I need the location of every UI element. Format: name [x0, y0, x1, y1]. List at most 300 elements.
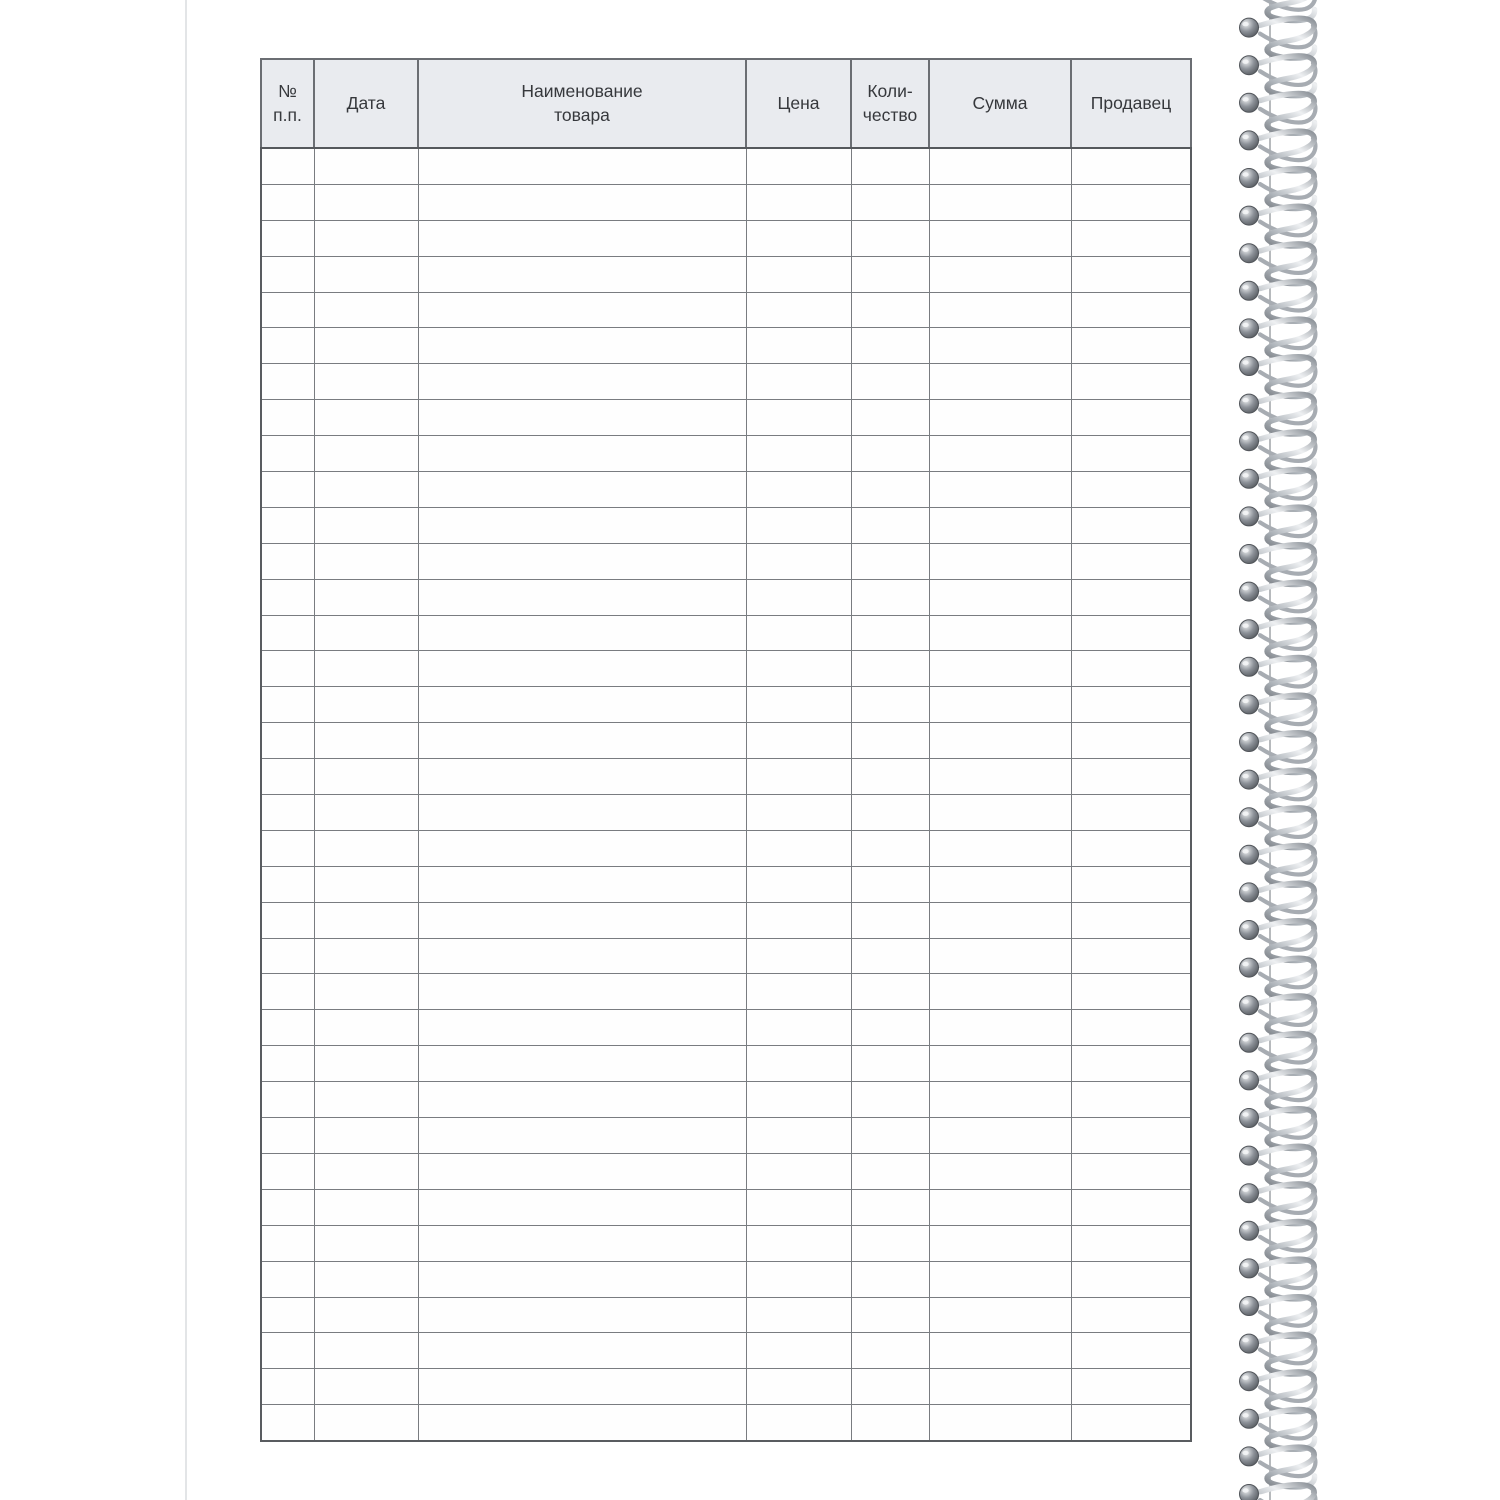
table-cell: [746, 543, 851, 579]
table-cell: [261, 974, 314, 1010]
spiral-loop: [1240, 394, 1316, 434]
table-cell: [851, 1261, 929, 1297]
table-cell: [929, 759, 1071, 795]
table-cell: [261, 1261, 314, 1297]
table-cell: [851, 723, 929, 759]
column-header-seller-line1: Продавец: [1090, 92, 1172, 113]
table-cell: [1071, 184, 1191, 220]
table-row: [261, 723, 1191, 759]
table-cell: [314, 579, 418, 615]
table-cell: [314, 759, 418, 795]
table-cell: [851, 759, 929, 795]
table-cell: [418, 1405, 746, 1441]
spiral-loop: [1240, 808, 1316, 848]
table-cell: [746, 723, 851, 759]
spiral-loop: [1240, 469, 1316, 509]
table-cell: [261, 1369, 314, 1405]
table-cell: [1071, 687, 1191, 723]
table-cell: [261, 507, 314, 543]
table-cell: [851, 472, 929, 508]
table-cell: [851, 866, 929, 902]
table-cell: [851, 328, 929, 364]
table-cell: [418, 507, 746, 543]
table-cell: [746, 866, 851, 902]
table-cell: [418, 472, 746, 508]
table-cell: [929, 1189, 1071, 1225]
table-cell: [929, 1405, 1071, 1441]
table-cell: [851, 1010, 929, 1046]
table-cell: [851, 1189, 929, 1225]
table-cell: [1071, 1118, 1191, 1154]
table-cell: [851, 400, 929, 436]
table-cell: [418, 1225, 746, 1261]
table-cell: [314, 220, 418, 256]
table-cell: [929, 364, 1071, 400]
table-cell: [1071, 400, 1191, 436]
table-cell: [314, 292, 418, 328]
table-cell: [261, 1225, 314, 1261]
spiral-loop: [1240, 319, 1316, 359]
table-row: [261, 472, 1191, 508]
table-cell: [261, 579, 314, 615]
table-cell: [1071, 472, 1191, 508]
table-cell: [929, 1369, 1071, 1405]
table-cell: [929, 400, 1071, 436]
table-cell: [1071, 830, 1191, 866]
table-cell: [929, 687, 1071, 723]
table-cell: [929, 866, 1071, 902]
page-edge-left: [185, 0, 187, 1500]
table-row: [261, 759, 1191, 795]
table-cell: [1071, 938, 1191, 974]
table-row: [261, 220, 1191, 256]
table-cell: [1071, 1333, 1191, 1369]
column-header-num-line1: №: [278, 81, 297, 102]
table-cell: [851, 292, 929, 328]
table-cell: [929, 723, 1071, 759]
table-cell: [1071, 364, 1191, 400]
table-cell: [746, 1333, 851, 1369]
table-cell: [418, 400, 746, 436]
table-cell: [1071, 1261, 1191, 1297]
table-cell: [261, 830, 314, 866]
column-header-price-line1: Цена: [777, 92, 820, 113]
table-cell: [929, 938, 1071, 974]
spiral-loop: [1240, 1146, 1316, 1186]
table-cell: [929, 579, 1071, 615]
table-cell: [261, 1010, 314, 1046]
table-cell: [929, 436, 1071, 472]
table-cell: [929, 1225, 1071, 1261]
table-cell: [851, 1118, 929, 1154]
table-cell: [746, 1118, 851, 1154]
table-cell: [746, 400, 851, 436]
spiral-loop: [1240, 620, 1316, 660]
table-cell: [746, 1082, 851, 1118]
table-row: [261, 579, 1191, 615]
table-row: [261, 1225, 1191, 1261]
table-cell: [929, 292, 1071, 328]
table-row: [261, 400, 1191, 436]
column-header-seller: [1071, 59, 1191, 148]
column-header-qty-line1: Коли-: [867, 81, 913, 102]
table-cell: [746, 148, 851, 184]
table-row: [261, 1046, 1191, 1082]
spiral-loop: [1240, 93, 1316, 133]
table-cell: [418, 1333, 746, 1369]
table-row: [261, 436, 1191, 472]
table-cell: [746, 1369, 851, 1405]
table-cell: [261, 364, 314, 400]
table-row: [261, 328, 1191, 364]
table-cell: [418, 543, 746, 579]
spiral-loop: [1240, 357, 1316, 397]
table-cell: [418, 830, 746, 866]
table-cell: [1071, 220, 1191, 256]
table-cell: [1071, 615, 1191, 651]
table-cell: [418, 795, 746, 831]
table-cell: [746, 615, 851, 651]
table-cell: [929, 651, 1071, 687]
table-cell: [851, 974, 929, 1010]
table-cell: [851, 184, 929, 220]
table-cell: [418, 1046, 746, 1082]
table-cell: [746, 507, 851, 543]
table-cell: [746, 1297, 851, 1333]
table-cell: [314, 687, 418, 723]
table-cell: [851, 579, 929, 615]
spiral-loop: [1240, 996, 1316, 1036]
table-cell: [418, 292, 746, 328]
table-cell: [261, 220, 314, 256]
table-cell: [746, 1153, 851, 1189]
spiral-loop: [1240, 770, 1316, 810]
table-cell: [261, 938, 314, 974]
table-cell: [314, 902, 418, 938]
table-cell: [261, 1405, 314, 1441]
table-row: [261, 1153, 1191, 1189]
spiral-loop: [1240, 657, 1316, 697]
table-cell: [929, 974, 1071, 1010]
table-cell: [261, 328, 314, 364]
table-cell: [746, 256, 851, 292]
spiral-loop: [1240, 545, 1316, 585]
table-row: [261, 687, 1191, 723]
table-cell: [929, 543, 1071, 579]
table-row: [261, 1297, 1191, 1333]
table-row: [261, 1189, 1191, 1225]
table-cell: [418, 1189, 746, 1225]
spiral-loop: [1240, 1071, 1316, 1111]
table-row: [261, 902, 1191, 938]
spiral-loop: [1240, 958, 1316, 998]
column-header-sum-line1: Сумма: [972, 92, 1028, 113]
spiral-loop: [1240, 281, 1316, 321]
table-cell: [929, 1297, 1071, 1333]
spiral-loop: [1240, 244, 1316, 284]
table-cell: [746, 436, 851, 472]
table-cell: [929, 1333, 1071, 1369]
table-cell: [314, 256, 418, 292]
table-cell: [1071, 579, 1191, 615]
table-cell: [746, 364, 851, 400]
spiral-loop: [1240, 432, 1316, 472]
table-cell: [418, 1082, 746, 1118]
table-cell: [261, 472, 314, 508]
table-cell: [929, 1118, 1071, 1154]
table-cell: [314, 436, 418, 472]
table-cell: [261, 400, 314, 436]
table-row: [261, 1082, 1191, 1118]
table-row: [261, 866, 1191, 902]
table-cell: [418, 364, 746, 400]
spiral-loop: [1240, 1334, 1316, 1374]
header-row: [261, 59, 1191, 148]
table-cell: [851, 1369, 929, 1405]
table-cell: [261, 1153, 314, 1189]
table-cell: [929, 830, 1071, 866]
table-cell: [746, 1189, 851, 1225]
table-cell: [746, 938, 851, 974]
table-cell: [261, 866, 314, 902]
table-cell: [1071, 795, 1191, 831]
table-cell: [418, 220, 746, 256]
column-header-price: [746, 59, 851, 148]
spiral-loop: [1240, 1447, 1316, 1487]
table-cell: [418, 1118, 746, 1154]
spiral-loop: [1240, 845, 1316, 885]
table-cell: [1071, 1369, 1191, 1405]
table-row: [261, 543, 1191, 579]
table-row: [261, 507, 1191, 543]
table-cell: [261, 543, 314, 579]
table-cell: [851, 220, 929, 256]
table-cell: [851, 436, 929, 472]
table-cell: [1071, 1405, 1191, 1441]
table-row: [261, 830, 1191, 866]
table-cell: [261, 1189, 314, 1225]
spiral-loop: [1240, 1372, 1316, 1412]
table-cell: [314, 1082, 418, 1118]
table-cell: [1071, 1153, 1191, 1189]
table-cell: [851, 1405, 929, 1441]
column-header-name-line1: Наименование: [521, 81, 643, 102]
table-cell: [314, 1405, 418, 1441]
table-cell: [418, 866, 746, 902]
table-cell: [929, 184, 1071, 220]
table-cell: [1071, 651, 1191, 687]
table-cell: [1071, 256, 1191, 292]
table-cell: [746, 184, 851, 220]
table-cell: [851, 651, 929, 687]
table-cell: [314, 1046, 418, 1082]
table-row: [261, 795, 1191, 831]
table-cell: [746, 830, 851, 866]
table-cell: [261, 902, 314, 938]
table-cell: [314, 1153, 418, 1189]
table-cell: [746, 1225, 851, 1261]
spiral-binding: [1228, 0, 1333, 1500]
table-cell: [314, 364, 418, 400]
table-cell: [929, 328, 1071, 364]
table-cell: [929, 1082, 1071, 1118]
table-cell: [261, 723, 314, 759]
table-cell: [851, 1082, 929, 1118]
spiral-loop: [1240, 1109, 1316, 1149]
spiral-loop: [1240, 921, 1316, 961]
table-cell: [418, 1369, 746, 1405]
table-cell: [851, 256, 929, 292]
table-cell: [1071, 866, 1191, 902]
table-cell: [929, 220, 1071, 256]
table-cell: [314, 1189, 418, 1225]
table-cell: [314, 938, 418, 974]
table-cell: [314, 615, 418, 651]
spiral-loop: [1240, 1409, 1316, 1449]
table-cell: [746, 292, 851, 328]
table-cell: [1071, 902, 1191, 938]
column-header-qty: [851, 59, 929, 148]
spiral-loop: [1240, 1259, 1316, 1299]
table-cell: [314, 507, 418, 543]
table-row: [261, 364, 1191, 400]
spiral-loop: [1240, 206, 1316, 246]
spiral-loop: [1240, 1033, 1316, 1073]
table-cell: [1071, 328, 1191, 364]
table-cell: [418, 1010, 746, 1046]
table-cell: [851, 148, 929, 184]
table-cell: [261, 795, 314, 831]
table-cell: [261, 1297, 314, 1333]
table-row: [261, 615, 1191, 651]
table-cell: [851, 507, 929, 543]
table-cell: [418, 759, 746, 795]
table-row: [261, 938, 1191, 974]
table-cell: [851, 1297, 929, 1333]
table-row: [261, 974, 1191, 1010]
table-cell: [929, 1046, 1071, 1082]
table-cell: [851, 902, 929, 938]
table-cell: [851, 938, 929, 974]
spiral-loop: [1240, 883, 1316, 923]
table-cell: [851, 795, 929, 831]
table-cell: [851, 1333, 929, 1369]
table-cell: [746, 902, 851, 938]
table-cell: [1071, 759, 1191, 795]
table-cell: [418, 328, 746, 364]
table-cell: [418, 436, 746, 472]
table-row: [261, 1405, 1191, 1441]
table-cell: [1071, 436, 1191, 472]
table-cell: [1071, 148, 1191, 184]
table-cell: [314, 543, 418, 579]
table-cell: [314, 148, 418, 184]
table-cell: [261, 687, 314, 723]
table-cell: [929, 902, 1071, 938]
table-cell: [314, 651, 418, 687]
table-cell: [418, 974, 746, 1010]
table-cell: [261, 651, 314, 687]
column-header-date: [314, 59, 418, 148]
table-cell: [418, 256, 746, 292]
spiral-loop: [1240, 1297, 1316, 1337]
table-cell: [746, 579, 851, 615]
table-cell: [314, 1333, 418, 1369]
table-cell: [1071, 1225, 1191, 1261]
table-cell: [418, 723, 746, 759]
table-cell: [929, 1261, 1071, 1297]
table-cell: [746, 1261, 851, 1297]
table-row: [261, 1261, 1191, 1297]
table-cell: [929, 615, 1071, 651]
table-cell: [851, 1153, 929, 1189]
column-header-num: [261, 59, 314, 148]
table-cell: [746, 1010, 851, 1046]
table-cell: [261, 1333, 314, 1369]
spiral-loop: [1240, 507, 1316, 547]
table-cell: [418, 651, 746, 687]
table-cell: [418, 579, 746, 615]
column-header-name: [418, 59, 746, 148]
table-cell: [261, 759, 314, 795]
table-cell: [314, 830, 418, 866]
table-cell: [418, 1261, 746, 1297]
column-header-date-line1: Дата: [346, 92, 386, 113]
table-cell: [418, 687, 746, 723]
table-cell: [314, 472, 418, 508]
table-cell: [418, 902, 746, 938]
spiral-loop: [1240, 733, 1316, 773]
table-cell: [929, 472, 1071, 508]
ledger-table: [260, 58, 1192, 1442]
table-cell: [1071, 1046, 1191, 1082]
table-row: [261, 651, 1191, 687]
table-cell: [929, 1153, 1071, 1189]
table-cell: [261, 184, 314, 220]
table-cell: [314, 1225, 418, 1261]
table-cell: [418, 184, 746, 220]
table-row: [261, 1118, 1191, 1154]
column-header-sum: [929, 59, 1071, 148]
table-cell: [314, 795, 418, 831]
table-cell: [261, 1046, 314, 1082]
column-header-num-line2: п.п.: [273, 104, 302, 125]
table-cell: [261, 292, 314, 328]
table-cell: [1071, 1297, 1191, 1333]
table-cell: [929, 1010, 1071, 1046]
table-cell: [261, 148, 314, 184]
table-cell: [314, 1297, 418, 1333]
table-cell: [314, 400, 418, 436]
spiral-loop: [1240, 582, 1316, 622]
table-cell: [851, 364, 929, 400]
table-cell: [314, 184, 418, 220]
table-cell: [418, 1297, 746, 1333]
table-cell: [1071, 1189, 1191, 1225]
table-cell: [746, 220, 851, 256]
table-cell: [746, 328, 851, 364]
table-cell: [746, 651, 851, 687]
table-cell: [929, 507, 1071, 543]
table-cell: [1071, 974, 1191, 1010]
spiral-loop: [1240, 1485, 1316, 1500]
table-cell: [261, 256, 314, 292]
spiral-loop: [1240, 56, 1316, 96]
table-cell: [314, 1261, 418, 1297]
table-cell: [261, 1118, 314, 1154]
table-row: [261, 292, 1191, 328]
table-cell: [314, 1010, 418, 1046]
